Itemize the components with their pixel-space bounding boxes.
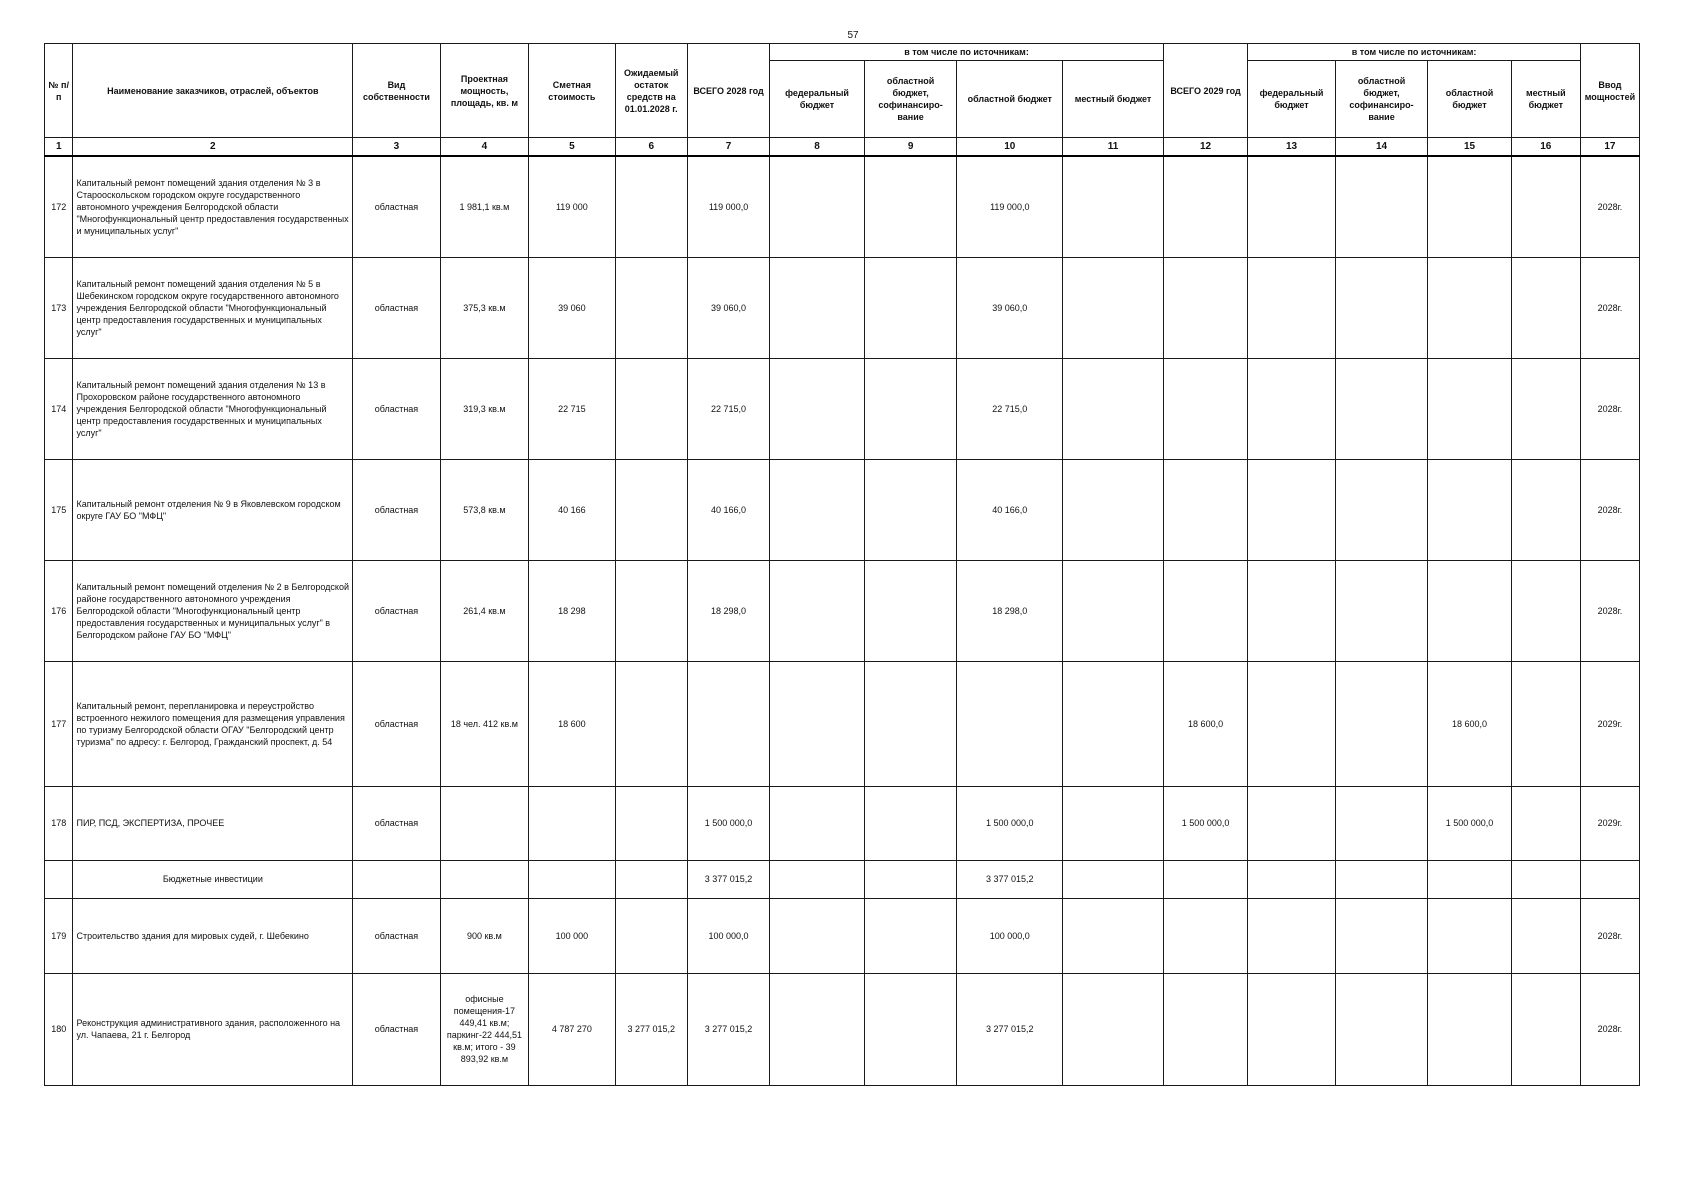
cofin-2028-cell xyxy=(864,560,957,661)
cofin-2029-cell xyxy=(1335,786,1428,860)
remainder-cell: 3 277 015,2 xyxy=(615,973,687,1085)
header-estimate: Сметная стоимость xyxy=(529,44,615,138)
capacity-cell: 319,3 кв.м xyxy=(440,358,528,459)
regional-2028-cell: 3 277 015,2 xyxy=(957,973,1063,1085)
total-2029-cell: 18 600,0 xyxy=(1163,661,1247,786)
total-2029-cell: 1 500 000,0 xyxy=(1163,786,1247,860)
object-name: ПИР, ПСД, ЭКСПЕРТИЗА, ПРОЧЕЕ xyxy=(73,786,353,860)
object-name: Капитальный ремонт помещений отделения № 2 в Белгородской районе государственного автономного учреждения Белгородской области "Многофункциональный центр предоставления государственных и муниципальных услуг" в Белгородском районе ГАУ БО "МФЦ" xyxy=(73,560,353,661)
ownership-cell: областная xyxy=(353,156,440,257)
regional-2029-cell xyxy=(1428,898,1511,973)
column-number: 7 xyxy=(687,138,769,157)
header-federal-2028: федеральный бюджет xyxy=(770,61,865,138)
column-number: 10 xyxy=(957,138,1063,157)
estimate-cell: 40 166 xyxy=(529,459,615,560)
table-row xyxy=(45,973,1640,1085)
column-number: 4 xyxy=(440,138,528,157)
ownership-cell: областная xyxy=(353,898,440,973)
empty-cell xyxy=(529,860,615,898)
estimate-cell: 4 787 270 xyxy=(529,973,615,1085)
cofin-2029-cell xyxy=(1335,257,1428,358)
empty-cell xyxy=(864,860,957,898)
estimate-cell: 119 000 xyxy=(529,156,615,257)
remainder-cell xyxy=(615,661,687,786)
commissioning-cell: 2028г. xyxy=(1580,459,1639,560)
header-commissioning: Ввод мощностей xyxy=(1580,44,1639,138)
federal-2029-cell xyxy=(1248,661,1335,786)
ownership-cell: областная xyxy=(353,358,440,459)
federal-2029-cell xyxy=(1248,459,1335,560)
capacity-cell: 261,4 кв.м xyxy=(440,560,528,661)
capacity-cell: 900 кв.м xyxy=(440,898,528,973)
header-remainder: Ожидаемый остаток средств на 01.01.2028 г. xyxy=(615,44,687,138)
remainder-cell xyxy=(615,358,687,459)
column-number: 14 xyxy=(1335,138,1428,157)
federal-2029-cell xyxy=(1248,257,1335,358)
empty-cell xyxy=(1335,860,1428,898)
remainder-cell xyxy=(615,459,687,560)
regional-2029-cell xyxy=(1428,257,1511,358)
commissioning-cell: 2029г. xyxy=(1580,786,1639,860)
empty-cell xyxy=(770,860,865,898)
local-2028-cell xyxy=(1063,973,1164,1085)
federal-2028-cell xyxy=(770,898,865,973)
federal-2028-cell xyxy=(770,661,865,786)
regional-2029-cell: 1 500 000,0 xyxy=(1428,786,1511,860)
empty-cell xyxy=(45,860,73,898)
object-name: Реконструкция административного здания, расположенного на ул. Чапаева, 21 г. Белгород xyxy=(73,973,353,1085)
header-total-2029: ВСЕГО 2029 год xyxy=(1163,44,1247,138)
row-number: 174 xyxy=(45,358,73,459)
regional-2028-cell: 119 000,0 xyxy=(957,156,1063,257)
commissioning-cell: 2028г. xyxy=(1580,898,1639,973)
column-number: 2 xyxy=(73,138,353,157)
federal-2028-cell xyxy=(770,786,865,860)
local-2029-cell xyxy=(1511,898,1580,973)
cofin-2029-cell xyxy=(1335,459,1428,560)
table-row xyxy=(45,661,1640,786)
regional-2029-cell: 18 600,0 xyxy=(1428,661,1511,786)
local-2028-cell xyxy=(1063,898,1164,973)
federal-2028-cell xyxy=(770,560,865,661)
column-number: 12 xyxy=(1163,138,1247,157)
estimate-cell: 18 600 xyxy=(529,661,615,786)
row-number: 175 xyxy=(45,459,73,560)
local-2029-cell xyxy=(1511,661,1580,786)
cofin-2028-cell xyxy=(864,257,957,358)
local-2029-cell xyxy=(1511,973,1580,1085)
federal-2028-cell xyxy=(770,973,865,1085)
empty-cell xyxy=(1511,860,1580,898)
row-number: 178 xyxy=(45,786,73,860)
object-name: Капитальный ремонт помещений здания отделения № 3 в Старооскольском городском округе государственного автономного учреждения Белгородской области "Многофункциональный центр предоставления государственных и муниципальных услуг" xyxy=(73,156,353,257)
cofin-2028-cell xyxy=(864,973,957,1085)
section-row xyxy=(45,860,1640,898)
empty-cell xyxy=(353,860,440,898)
table-row xyxy=(45,156,1640,257)
cofin-2028-cell xyxy=(864,898,957,973)
federal-2029-cell xyxy=(1248,560,1335,661)
table-row xyxy=(45,358,1640,459)
regional-2028-cell: 100 000,0 xyxy=(957,898,1063,973)
row-number: 179 xyxy=(45,898,73,973)
remainder-cell xyxy=(615,786,687,860)
cofin-2029-cell xyxy=(1335,661,1428,786)
header-regional-cofin-2029: областной бюджет, софинансиро-вание xyxy=(1335,61,1428,138)
column-number: 15 xyxy=(1428,138,1511,157)
estimate-cell: 39 060 xyxy=(529,257,615,358)
capacity-cell: офисные помещения-17 449,41 кв.м; паркинг-22 444,51 кв.м; итого - 39 893,92 кв.м xyxy=(440,973,528,1085)
ownership-cell: областная xyxy=(353,459,440,560)
local-2029-cell xyxy=(1511,156,1580,257)
total-2028-cell: 39 060,0 xyxy=(687,257,769,358)
row-number: 172 xyxy=(45,156,73,257)
regional-2029-cell xyxy=(1428,358,1511,459)
header-sources-2028: в том числе по источникам: xyxy=(770,44,1164,61)
remainder-cell xyxy=(615,898,687,973)
commissioning-cell: 2028г. xyxy=(1580,257,1639,358)
header-local-2029: местный бюджет xyxy=(1511,61,1580,138)
federal-2029-cell xyxy=(1248,898,1335,973)
object-name: Капитальный ремонт, перепланировка и переустройство встроенного нежилого помещения для размещения управления по туризму Белгородской области ОГАУ "Белгородский центр туризма" по адресу: г. Белгород, Гражданский проспект, д. 54 xyxy=(73,661,353,786)
object-name: Капитальный ремонт помещений здания отделения № 5 в Шебекинском городском округе государственного автономного учреждения Белгородской области "Многофункциональный центр предоставления государственных и муниципальных услуг" xyxy=(73,257,353,358)
empty-cell xyxy=(1163,860,1247,898)
estimate-cell: 22 715 xyxy=(529,358,615,459)
header-sources-2029: в том числе по источникам: xyxy=(1248,44,1581,61)
local-2028-cell xyxy=(1063,257,1164,358)
total-2028-cell: 22 715,0 xyxy=(687,358,769,459)
federal-2029-cell xyxy=(1248,358,1335,459)
estimate-cell: 100 000 xyxy=(529,898,615,973)
column-number: 8 xyxy=(770,138,865,157)
table-row xyxy=(45,459,1640,560)
row-number: 177 xyxy=(45,661,73,786)
local-2029-cell xyxy=(1511,358,1580,459)
remainder-cell xyxy=(615,560,687,661)
header-ownership: Вид собственности xyxy=(353,44,440,138)
commissioning-cell: 2028г. xyxy=(1580,358,1639,459)
column-number: 1 xyxy=(45,138,73,157)
total-2029-cell xyxy=(1163,156,1247,257)
row-number: 180 xyxy=(45,973,73,1085)
local-2028-cell xyxy=(1063,358,1164,459)
ownership-cell: областная xyxy=(353,786,440,860)
regional-2028-cell: 22 715,0 xyxy=(957,358,1063,459)
empty-cell xyxy=(1580,860,1639,898)
capacity-cell: 18 чел. 412 кв.м xyxy=(440,661,528,786)
empty-cell xyxy=(1063,860,1164,898)
header-capacity: Проектная мощность, площадь, кв. м xyxy=(440,44,528,138)
cofin-2029-cell xyxy=(1335,560,1428,661)
cofin-2029-cell xyxy=(1335,358,1428,459)
total-2029-cell xyxy=(1163,898,1247,973)
empty-cell xyxy=(1248,860,1335,898)
total-2029-cell xyxy=(1163,358,1247,459)
object-name: Строительство здания для мировых судей, г. Шебекино xyxy=(73,898,353,973)
total-2028-cell: 1 500 000,0 xyxy=(687,786,769,860)
federal-2029-cell xyxy=(1248,786,1335,860)
regional-2028-cell: 18 298,0 xyxy=(957,560,1063,661)
local-2028-cell xyxy=(1063,560,1164,661)
column-number: 5 xyxy=(529,138,615,157)
header-federal-2029: федеральный бюджет xyxy=(1248,61,1335,138)
total-2028-cell: 3 277 015,2 xyxy=(687,973,769,1085)
local-2028-cell xyxy=(1063,786,1164,860)
object-name: Капитальный ремонт помещений здания отделения № 13 в Прохоровском районе государственного автономного учреждения Белгородской области "Многофункциональный центр предоставления государственных и муниципальных услуг" xyxy=(73,358,353,459)
column-number: 16 xyxy=(1511,138,1580,157)
total-2028-cell: 100 000,0 xyxy=(687,898,769,973)
federal-2028-cell xyxy=(770,459,865,560)
federal-2029-cell xyxy=(1248,156,1335,257)
total-2029-cell xyxy=(1163,257,1247,358)
capacity-cell: 375,3 кв.м xyxy=(440,257,528,358)
regional-2028-cell xyxy=(957,661,1063,786)
local-2028-cell xyxy=(1063,661,1164,786)
ownership-cell: областная xyxy=(353,973,440,1085)
total-2028-cell: 18 298,0 xyxy=(687,560,769,661)
commissioning-cell: 2029г. xyxy=(1580,661,1639,786)
regional-2029-cell xyxy=(1428,459,1511,560)
section-regional-2028: 3 377 015,2 xyxy=(957,860,1063,898)
header-num: № п/п xyxy=(45,44,73,138)
federal-2028-cell xyxy=(770,257,865,358)
empty-cell xyxy=(615,860,687,898)
regional-2028-cell: 39 060,0 xyxy=(957,257,1063,358)
federal-2028-cell xyxy=(770,156,865,257)
commissioning-cell: 2028г. xyxy=(1580,156,1639,257)
table-row xyxy=(45,898,1640,973)
header-local-2028: местный бюджет xyxy=(1063,61,1164,138)
table-row xyxy=(45,786,1640,860)
ownership-cell: областная xyxy=(353,560,440,661)
local-2029-cell xyxy=(1511,459,1580,560)
column-number: 3 xyxy=(353,138,440,157)
local-2028-cell xyxy=(1063,459,1164,560)
local-2029-cell xyxy=(1511,786,1580,860)
page-number: 57 xyxy=(847,30,859,41)
cofin-2028-cell xyxy=(864,786,957,860)
total-2029-cell xyxy=(1163,560,1247,661)
capacity-cell: 1 981,1 кв.м xyxy=(440,156,528,257)
section-total-2028: 3 377 015,2 xyxy=(687,860,769,898)
federal-2028-cell xyxy=(770,358,865,459)
column-number: 9 xyxy=(864,138,957,157)
object-name: Капитальный ремонт отделения № 9 в Яковлевском городском округе ГАУ БО "МФЦ" xyxy=(73,459,353,560)
column-number: 13 xyxy=(1248,138,1335,157)
row-number: 176 xyxy=(45,560,73,661)
header-regional-2029: областной бюджет xyxy=(1428,61,1511,138)
section-title: Бюджетные инвестиции xyxy=(73,860,353,898)
empty-cell xyxy=(1428,860,1511,898)
header-regional-cofin-2028: областной бюджет, софинансиро-вание xyxy=(864,61,957,138)
ownership-cell: областная xyxy=(353,257,440,358)
cofin-2029-cell xyxy=(1335,156,1428,257)
estimate-cell xyxy=(529,786,615,860)
local-2028-cell xyxy=(1063,156,1164,257)
column-number: 6 xyxy=(615,138,687,157)
remainder-cell xyxy=(615,257,687,358)
cofin-2028-cell xyxy=(864,661,957,786)
column-number: 11 xyxy=(1063,138,1164,157)
regional-2029-cell xyxy=(1428,156,1511,257)
regional-2029-cell xyxy=(1428,973,1511,1085)
total-2029-cell xyxy=(1163,973,1247,1085)
regional-2028-cell: 40 166,0 xyxy=(957,459,1063,560)
header-name: Наименование заказчиков, отраслей, объектов xyxy=(73,44,353,138)
total-2028-cell: 40 166,0 xyxy=(687,459,769,560)
local-2029-cell xyxy=(1511,560,1580,661)
total-2028-cell xyxy=(687,661,769,786)
commissioning-cell: 2028г. xyxy=(1580,560,1639,661)
federal-2029-cell xyxy=(1248,973,1335,1085)
header-total-2028: ВСЕГО 2028 год xyxy=(687,44,769,138)
regional-2028-cell: 1 500 000,0 xyxy=(957,786,1063,860)
column-number-row xyxy=(45,138,1640,157)
capacity-cell: 573,8 кв.м xyxy=(440,459,528,560)
cofin-2029-cell xyxy=(1335,898,1428,973)
commissioning-cell: 2028г. xyxy=(1580,973,1639,1085)
cofin-2028-cell xyxy=(864,156,957,257)
row-number: 173 xyxy=(45,257,73,358)
capacity-cell xyxy=(440,786,528,860)
total-2028-cell: 119 000,0 xyxy=(687,156,769,257)
table-row xyxy=(45,560,1640,661)
local-2029-cell xyxy=(1511,257,1580,358)
empty-cell xyxy=(440,860,528,898)
header-regional-2028: областной бюджет xyxy=(957,61,1063,138)
remainder-cell xyxy=(615,156,687,257)
ownership-cell: областная xyxy=(353,661,440,786)
total-2029-cell xyxy=(1163,459,1247,560)
column-number: 17 xyxy=(1580,138,1639,157)
regional-2029-cell xyxy=(1428,560,1511,661)
cofin-2028-cell xyxy=(864,358,957,459)
cofin-2029-cell xyxy=(1335,973,1428,1085)
estimate-cell: 18 298 xyxy=(529,560,615,661)
cofin-2028-cell xyxy=(864,459,957,560)
investment-table xyxy=(44,43,1640,1086)
table-row xyxy=(45,257,1640,358)
